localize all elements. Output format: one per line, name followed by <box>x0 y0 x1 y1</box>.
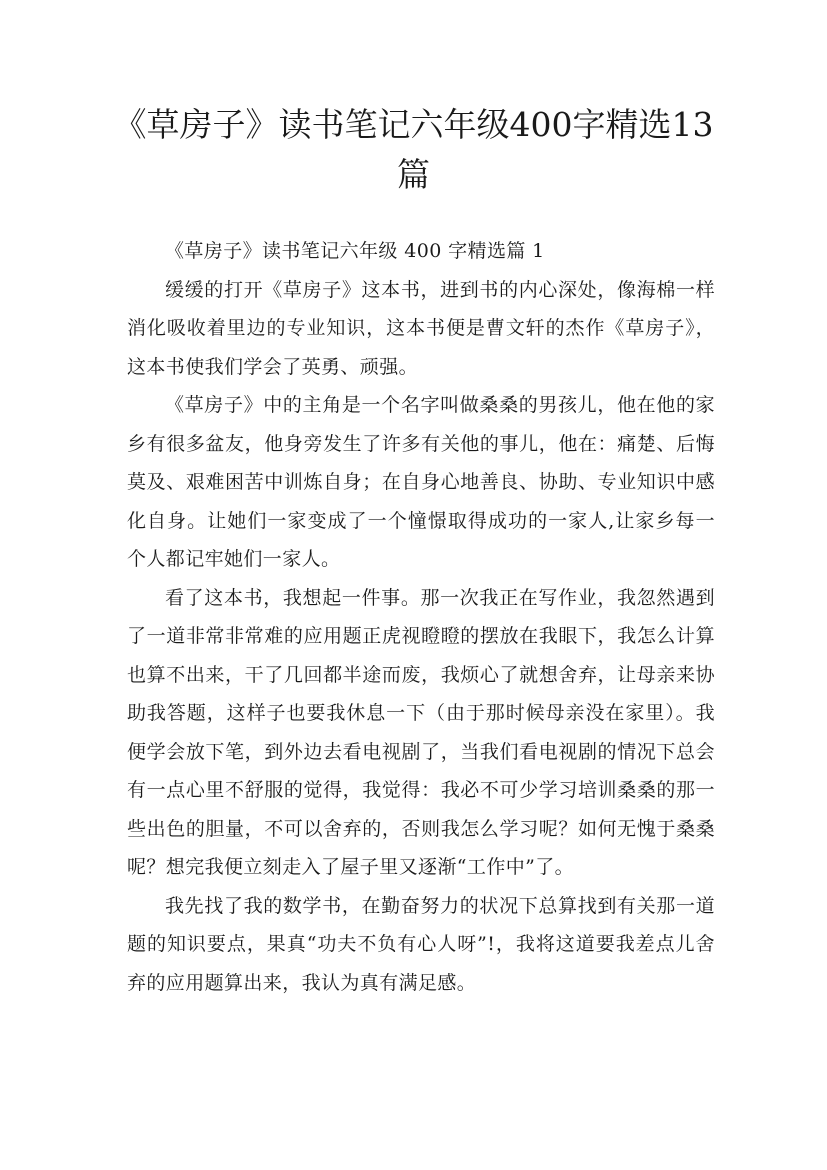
paragraph-4: 我先找了我的数学书，在勤奋努力的状况下总算找到有关那一道题的知识要点，果真“功夫不负有心人呀”!，我将这道要我差点儿舍弃的应用题算出来，我认为真有满足感。 <box>127 894 715 994</box>
section-heading: 《草房子》读书笔记六年级 400 字精选篇 1 <box>165 240 545 262</box>
document-body <box>127 232 715 1002</box>
paragraph-1: 缓缓的打开《草房子》这本书，进到书的内心深处，像海棉一样消化吸收着里边的专业知识，这本书便是曹文轩的杰作《草房子》，这本书使我们学会了英勇、顽强。 <box>127 278 715 378</box>
document-title: 《草房子》读书笔记六年级400字精选13篇 <box>113 105 714 194</box>
paragraph-3: 看了这本书，我想起一件事。那一次我正在写作业，我忽然遇到了一道非常非常难的应用题正虎视瞪瞪的摆放在我眼下，我怎么计算也算不出来，干了几回都半途而废，我烦心了就想舍弃，让母亲来协助我答题，这样子也要我休息一下（由于那时候母亲没在家里）。我便学会放下笔，到外边去看电视剧了，当我们看电视剧的情况下总会有一点心里不舒服的觉得，我觉得：我必不可少学习培训桑桑的那一些出色的胆量，不可以舍弃的，否则我怎么学习呢？如何无愧于桑桑呢？想完我便立刻走入了屋子里又逐渐“工作中”了。 <box>127 586 715 878</box>
paragraph-2: 《草房子》中的主角是一个名字叫做桑桑的男孩儿，他在他的家乡有很多盆友，他身旁发生了许多有关他的事儿，他在：痛楚、后悔莫及、艰难困苦中训炼自身；在自身心地善良、协助、专业知识中感化自身。让她们一家变成了一个憧憬取得成功的一家人,让家乡每一个人都记牢她们一家人。 <box>127 394 715 570</box>
